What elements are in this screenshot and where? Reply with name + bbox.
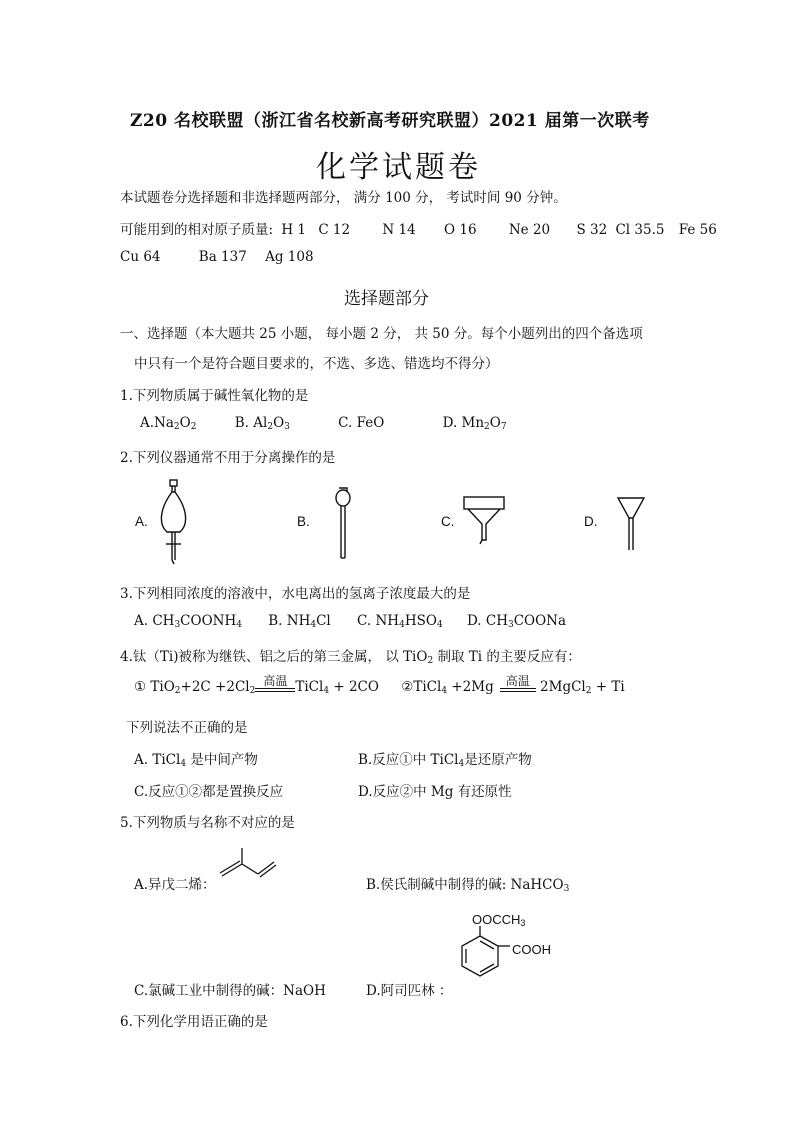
- q1-option-a: $A.Na_2O_2$: [140, 415, 197, 432]
- exam-header-title: Z20 名校联盟（浙江省名校新高考研究联盟）2021 届第一次联考: [130, 111, 650, 131]
- q5-option-d: D.阿司匹林 ：: [366, 983, 453, 999]
- part1-heading-line1: 一、选择题（本大题共 25 小题， 每小题 2 分， 共 50 分。每个小题列出的四个备选项: [120, 326, 643, 342]
- aspirin-benzene-ring-icon: [456, 924, 516, 982]
- aspirin-right-group: COOH: [512, 942, 551, 957]
- q2-stem: 2.下列仪器通常不用于分离操作的是: [120, 450, 336, 466]
- q4-prompt: 下列说法不正确的是: [126, 720, 248, 736]
- paper-title: 化学试题卷: [316, 150, 481, 185]
- reaction-1: ① $TiO_2+2C +2Cl_2$ 高温 TiCl$_4$ + 2CO: [134, 674, 379, 696]
- q5-option-b: B.侯氏制碱中制得的碱: NaHCO$_3$: [366, 877, 570, 894]
- mass-ne: Ne 20: [508, 222, 551, 238]
- mass-ba: Ba 137: [198, 249, 247, 265]
- q4-reactions: [134, 674, 625, 695]
- mass-n: N 14: [382, 222, 416, 238]
- q6-stem: 6.下列化学用语正确的是: [120, 1014, 268, 1030]
- separatory-funnel-icon: [150, 478, 200, 568]
- q1-option-c: C. FeO: [338, 415, 385, 431]
- aspirin-top-group: $OOCCH_3$: [472, 912, 526, 928]
- q5-stem: 5.下列物质与名称不对应的是: [120, 815, 295, 831]
- q4-option-c: C.反应①②都是置换反应: [134, 784, 284, 800]
- buchner-funnel-icon: [460, 494, 510, 550]
- funnel-icon: [614, 494, 648, 554]
- reaction-1-condition: 高温: [255, 674, 295, 695]
- q2-label-c: C.: [441, 514, 455, 529]
- q1-stem: 1.下列物质属于碱性氧化物的是: [120, 388, 309, 404]
- intro-line: 本试题卷分选择题和非选择题两部分， 满分 100 分， 考试时间 90 分钟。: [120, 190, 567, 206]
- atomic-masses-label: 可能用到的相对原子质量:: [120, 222, 274, 238]
- q5-option-c: C.氯碱工业中制得的碱：NaOH: [134, 983, 326, 999]
- mass-cu: Cu 64: [120, 249, 161, 265]
- reaction-2: ②TiCl$_4$ +2Mg 高温 2MgCl$_2$ + Ti: [401, 674, 625, 696]
- mass-c: C 12: [318, 222, 351, 238]
- q4-option-b: B.反应①中 TiCl$_4$是还原产物: [358, 752, 532, 769]
- q4-option-a: A. TiCl$_4$ 是中间产物: [134, 752, 258, 769]
- q3-option-c: C. $NH_4HSO_4$: [357, 613, 443, 630]
- atomic-masses-row2: [120, 249, 314, 265]
- q3-option-d: D. $CH_3COONa$: [466, 613, 567, 630]
- q3-options: [134, 613, 566, 629]
- section-title: 选择题部分: [344, 289, 429, 309]
- mass-o: O 16: [444, 222, 477, 238]
- mass-fe: Fe 56: [678, 222, 717, 238]
- q4-option-d: D.反应②中 Mg 有还原性: [358, 784, 512, 800]
- q3-option-a: A. $CH_3COONH_4$: [134, 613, 242, 630]
- q3-option-b: B. $NH_4Cl$: [268, 613, 331, 630]
- q1-options: [140, 415, 507, 431]
- isoprene-structure-icon: [218, 846, 278, 882]
- mass-cl: Cl 35.5: [615, 222, 665, 238]
- q2-label-d: D.: [584, 514, 598, 529]
- mass-s: S 32: [576, 222, 608, 238]
- q3-stem: 3.下列相同浓度的溶液中，水电离出的氢离子浓度最大的是: [120, 586, 471, 602]
- q4-stem: 4.钛（Ti)被称为继铁、铝之后的第三金属， 以 TiO$_2$ 制取 Ti 的主要反应有：: [120, 649, 581, 666]
- q2-label-b: B.: [297, 514, 310, 529]
- mass-ag: Ag 108: [265, 249, 314, 265]
- part1-heading-line2: 中只有一个是符合题目要求的，不选、多选、错选均不得分）: [134, 356, 499, 372]
- q5-option-a: A.异戊二烯：: [134, 877, 216, 893]
- atomic-masses-row1: [120, 218, 717, 238]
- bulb-pipette-icon: [328, 484, 358, 566]
- q1-option-d: D. $Mn_2O_7$: [442, 415, 507, 432]
- reaction-2-condition: 高温: [500, 674, 536, 695]
- q1-option-b: B. $Al_2O_3$: [234, 415, 290, 432]
- mass-h: H 1: [281, 222, 307, 238]
- q2-label-a: A.: [135, 514, 148, 529]
